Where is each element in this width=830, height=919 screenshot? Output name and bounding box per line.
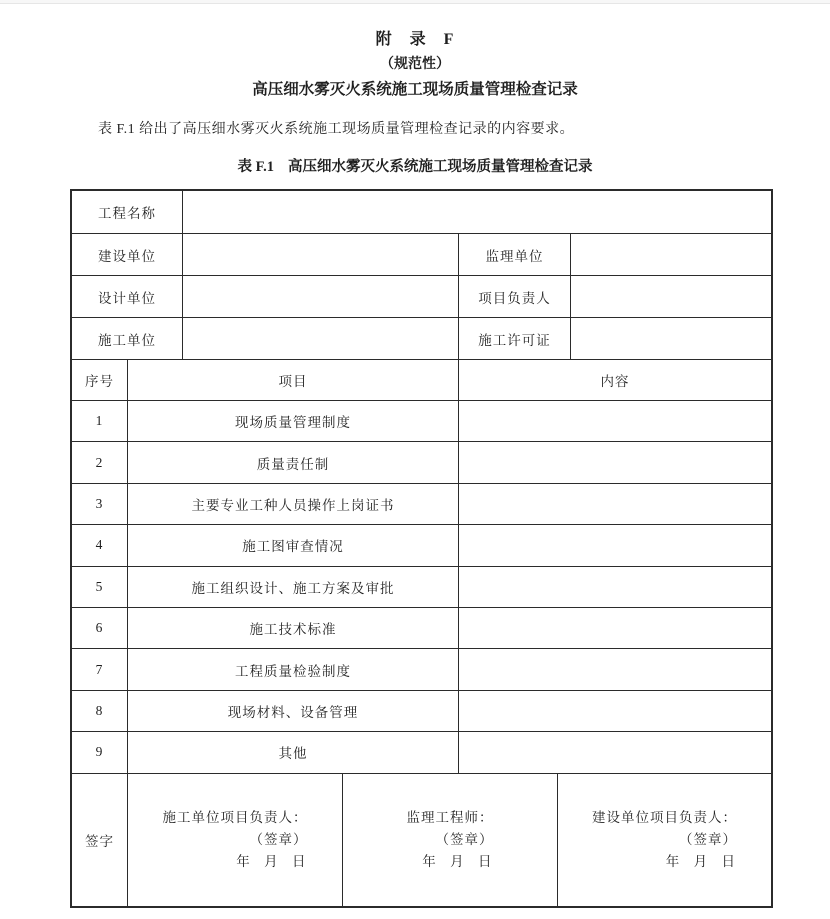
project-name-value (182, 191, 771, 233)
appendix-subtitle: 高压细水雾灭火系统施工现场质量管理检查记录 (252, 81, 578, 98)
signature-row (72, 773, 771, 906)
item-name: 施工组织设计、施工方案及审批 (127, 567, 458, 607)
item-no: 5 (95, 578, 104, 594)
item-content (458, 732, 771, 772)
supervision-unit-value (570, 234, 771, 275)
signature-seal: （签章） (435, 831, 494, 847)
item-no: 7 (95, 661, 104, 677)
item-content (458, 691, 771, 731)
column-header-item: 项目 (127, 360, 458, 400)
owner-unit-value (182, 234, 458, 275)
appendix-title: 附 录 F (375, 31, 455, 48)
signature-block (407, 807, 494, 873)
item-content (458, 525, 771, 565)
signature-block (163, 807, 308, 873)
construction-unit-label: 施工单位 (98, 332, 156, 348)
info-row-construction-owner (72, 233, 771, 275)
column-header-no: 序号 (85, 374, 114, 389)
item-row (72, 648, 771, 689)
info-row-design-unit (72, 275, 771, 317)
item-content (458, 442, 771, 482)
info-row-construction-unit (72, 317, 771, 359)
signature-seal: （签章） (679, 831, 737, 847)
construction-permit-label: 施工许可证 (458, 318, 570, 359)
design-unit-value (182, 276, 458, 317)
item-row (72, 690, 771, 731)
item-no: 8 (95, 702, 104, 718)
item-row (72, 524, 771, 565)
signature-date: 年 月 日 (236, 853, 307, 869)
design-unit-label: 设计单位 (98, 290, 156, 306)
item-name: 其他 (127, 732, 458, 772)
item-name: 施工技术标准 (127, 608, 458, 648)
supervision-unit-label: 监理单位 (458, 234, 570, 275)
signature-label: 签字 (85, 833, 114, 849)
item-name: 现场质量管理制度 (127, 401, 458, 441)
item-no: 2 (95, 454, 104, 470)
table-caption-title: 高压细水雾灭火系统施工现场质量管理检查记录 (288, 159, 593, 175)
inspection-record-form (70, 189, 773, 908)
item-no: 6 (95, 620, 104, 636)
item-no: 1 (95, 413, 104, 429)
signature-date: 年 月 日 (422, 853, 493, 869)
item-name: 施工图审查情况 (127, 525, 458, 565)
item-content (458, 649, 771, 689)
owner-unit-label: 建设单位 (98, 248, 156, 264)
item-row (72, 566, 771, 607)
item-content (458, 484, 771, 524)
item-no: 3 (95, 495, 104, 511)
item-row (72, 441, 771, 482)
items-header-row (72, 359, 771, 400)
project-leader-label: 项目负责人 (458, 276, 570, 317)
signature-role: 建设单位项目负责人： (592, 809, 737, 825)
item-content (458, 567, 771, 607)
item-no: 9 (95, 744, 104, 760)
item-row (72, 483, 771, 524)
item-name: 主要专业工种人员操作上岗证书 (127, 484, 458, 524)
info-row-project-name (72, 191, 771, 233)
signature-cell-owner-unit (557, 774, 771, 906)
project-leader-value (570, 276, 771, 317)
item-row (72, 731, 771, 772)
intro-paragraph: 表 F.1 给出了高压细水雾灭火系统施工现场质量管理检查记录的内容要求。 (98, 122, 575, 137)
signature-seal: （签章） (249, 831, 308, 847)
table-caption-number: 表 F.1 (237, 159, 275, 175)
signature-role: 监理工程师： (406, 809, 494, 825)
item-row (72, 607, 771, 648)
item-name: 工程质量检验制度 (127, 649, 458, 689)
construction-permit-value (570, 318, 771, 359)
item-name: 质量责任制 (127, 442, 458, 482)
appendix-normative-label: （规范性） (380, 57, 450, 72)
project-name-label: 工程名称 (98, 206, 156, 221)
column-header-content: 内容 (458, 360, 771, 400)
item-content (458, 401, 771, 441)
construction-unit-value (182, 318, 458, 359)
signature-cell-supervising-engineer (342, 774, 557, 906)
item-name: 现场材料、设备管理 (127, 691, 458, 731)
signature-date: 年 月 日 (665, 853, 736, 869)
signature-role: 施工单位项目负责人： (162, 809, 308, 825)
item-no: 4 (95, 537, 104, 553)
table-caption (0, 155, 830, 176)
signature-cell-construction-unit (127, 774, 342, 906)
scan-edge-artifact (0, 0, 830, 4)
item-content (458, 608, 771, 648)
item-row (72, 400, 771, 441)
signature-block (592, 807, 737, 873)
